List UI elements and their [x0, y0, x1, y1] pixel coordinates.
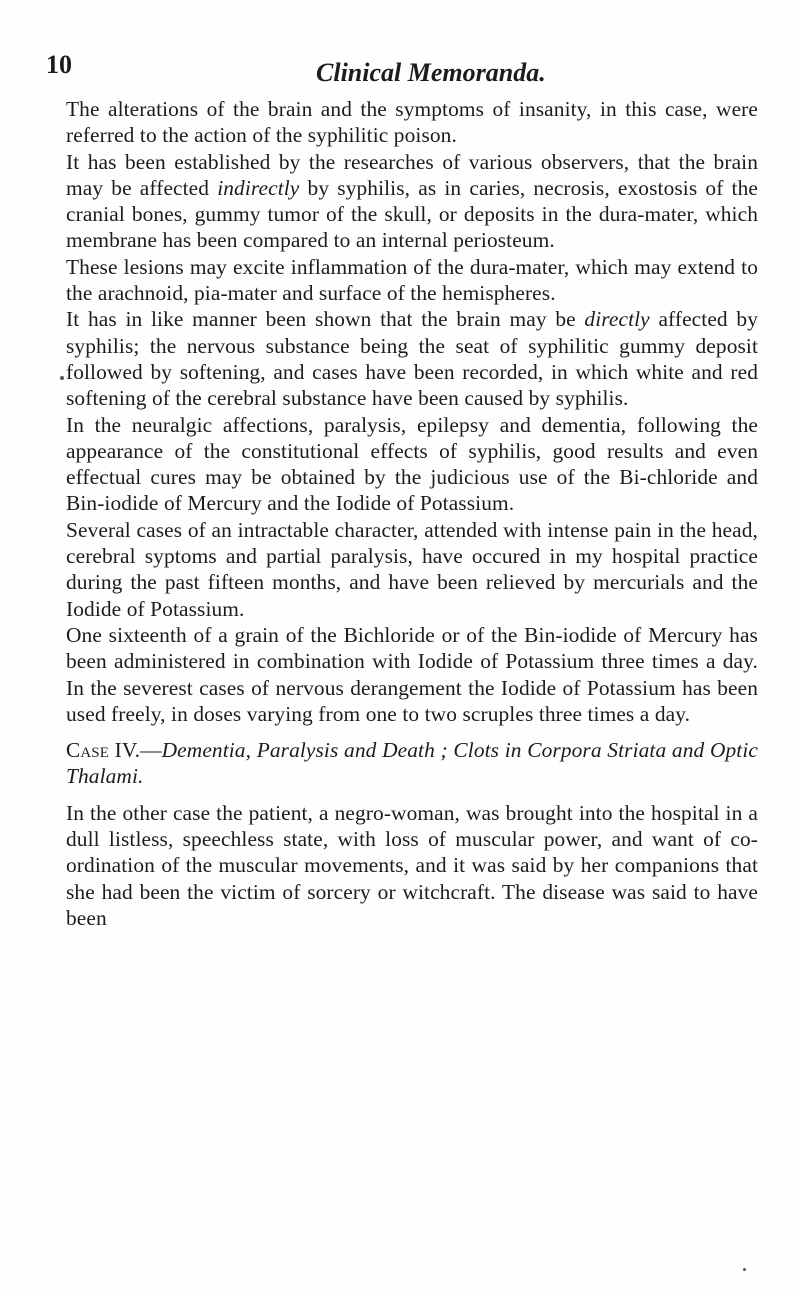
text-run: It has in like manner been shown that the brain may be — [66, 307, 585, 332]
paragraph — [66, 800, 758, 931]
paragraph — [66, 149, 758, 254]
italic-text: directly — [584, 307, 650, 332]
text-run: It has been established by the researches of various observers, that the brain may be affected — [66, 149, 758, 200]
ink-speck — [60, 376, 64, 380]
body-text — [66, 96, 758, 931]
page-header — [46, 50, 746, 90]
italic-text: indirectly — [217, 175, 300, 200]
text-run: In the other case the patient, a negro-woman, was brought into the hospital in a dull listless, speechless state, with loss of muscular power, and want of co-ordination of the muscular movements, and it was said by her companions that she had been the victim of sorcery or witchcraft. The disease was said to have been — [66, 800, 758, 930]
text-run: by syphilis, as in caries, necrosis, exostosis of the cranial bones, gummy tumor of the skull, or deposits in the dura-mater, which membrane has been compared to an internal periosteum. — [66, 175, 758, 253]
ink-speck — [743, 1268, 746, 1271]
case-heading — [66, 737, 758, 790]
text-run: One sixteenth of a grain of the Bichloride or of the Bin-iodide of Mercury has been administered in combination with Iodide of Potassium three times a day. In the severest cases of nervous derangement the Iodide of Potassium has been used freely, in doses varying from one to two scruples three times a day. — [66, 622, 758, 726]
text-run: These lesions may excite inflammation of the dura-mater, which may extend to the arachnoid, pia-mater and surface of the hemispheres. — [66, 254, 758, 306]
paragraph — [66, 622, 758, 727]
text-run: Several cases of an intractable character, attended with intense pain in the head, cerebral syptoms and partial paralysis, have occured in my hospital practice during the past fifteen months, and have been relieved by mercurials and the Iodide of Potassium. — [66, 517, 758, 621]
paragraph — [66, 254, 758, 307]
case-label: Case IV. — [66, 738, 141, 763]
running-title: Clinical Memoranda. — [316, 58, 546, 87]
paragraph — [66, 517, 758, 622]
paragraph — [66, 306, 758, 411]
text-run: affected by syphilis; the nervous substance being the seat of syphilitic gummy deposit followed by softening, and cases have been recorded, in which white and red softening of the cerebral substance have been caused by syphilis. — [66, 307, 758, 411]
text-run: The alterations of the brain and the symptoms of insanity, in this case, were referred to the action of the syphilitic poison. — [66, 97, 758, 148]
text-run: — — [140, 738, 162, 763]
page-number: 10 — [46, 50, 72, 79]
paragraph — [66, 412, 758, 517]
paragraph — [66, 96, 758, 149]
italic-text: Dementia, Paralysis and Death ; Clots in Corpora Striata and Optic Thalami. — [66, 738, 758, 789]
text-run: In the neuralgic affections, paralysis, epilepsy and dementia, following the appearance of the constitutional effects of syphilis, good results and even effectual cures may be obtained by the judicious use of the Bi-chloride and Bin-iodide of Mercury and the Iodide of Potassium. — [66, 412, 758, 516]
